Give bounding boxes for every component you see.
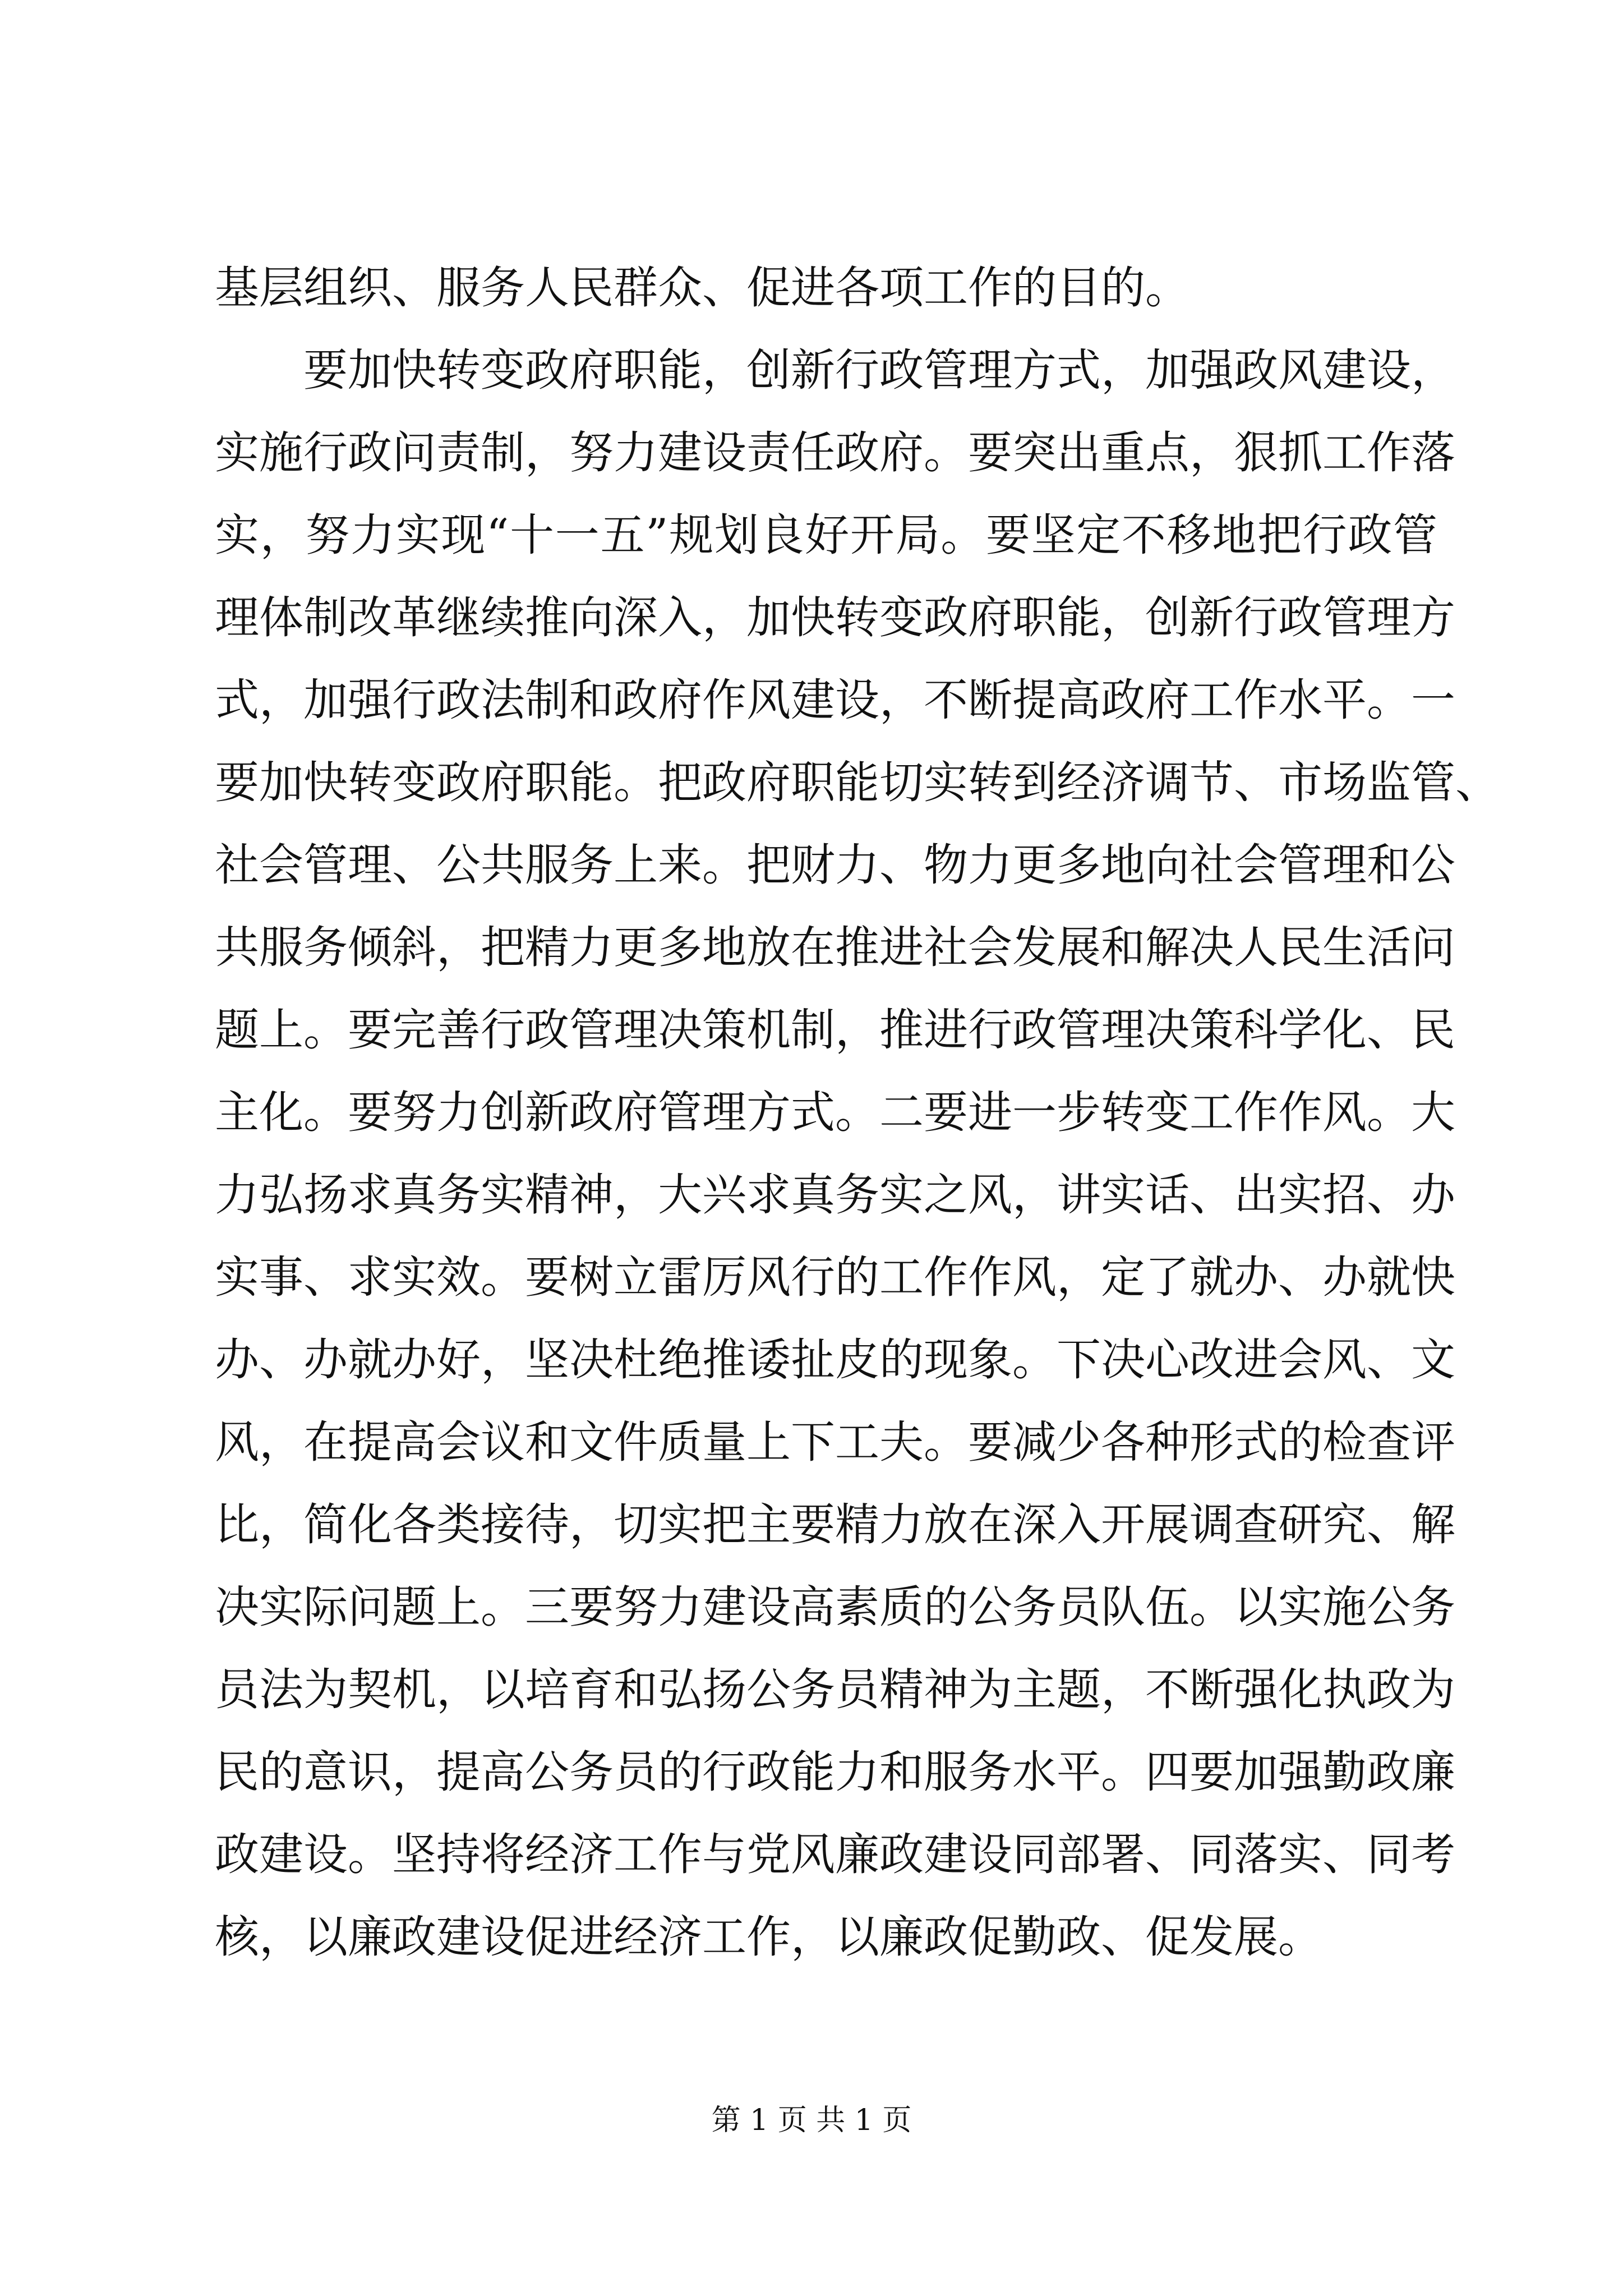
- text-line: 决实际问题上。三要努力建设高素质的公务员队伍。以实施公务: [215, 1581, 1455, 1633]
- text-line: 实施行政问责制，努力建设责任政府。要突出重点，狠抓工作落: [215, 427, 1455, 478]
- text-line: 式，加强行政法制和政府作风建设，不断提高政府工作水平。一: [215, 674, 1455, 726]
- text-line: 风，在提高会议和文件质量上下工夫。要减少各种形式的检查评: [215, 1416, 1455, 1468]
- text-line: 理体制改革继续推向深入，加快转变政府职能，创新行政管理方: [215, 592, 1455, 643]
- page-number: 第 1 页 共 1 页: [711, 2104, 912, 2137]
- text-line: 政建设。坚持将经济工作与党风廉政建设同部署、同落实、同考: [215, 1829, 1455, 1880]
- text-line: 办、办就办好，坚决杜绝推诿扯皮的现象。下决心改进会风、文: [215, 1334, 1455, 1386]
- paragraph-first-line: 要加快转变政府职能，创新行政管理方式，加强政风建设，: [303, 344, 1455, 396]
- text-line: 实，努力实现“十一五”规划良好开局。要坚定不移地把行政管: [215, 509, 1437, 561]
- text-line: 员法为契机，以培育和弘扬公务员精神为主题，不断强化执政为: [215, 1664, 1455, 1715]
- text-line: 主化。要努力创新政府管理方式。二要进一步转变工作作风。大: [215, 1087, 1455, 1138]
- text-line: 实事、求实效。要树立雷厉风行的工作作风，定了就办、办就快: [215, 1251, 1455, 1303]
- text-line: 社会管理、公共服务上来。把财力、物力更多地向社会管理和公: [215, 839, 1455, 891]
- text-line: 力弘扬求真务实精神，大兴求真务实之风，讲实话、出实招、办: [215, 1169, 1455, 1221]
- text-line: 基层组织、服务人民群众、促进各项工作的目的。: [215, 262, 1189, 314]
- text-line: 比，简化各类接待，切实把主要精力放在深入开展调查研究、解: [215, 1499, 1455, 1550]
- text-line: 民的意识，提高公务员的行政能力和服务水平。四要加强勤政廉: [215, 1746, 1455, 1798]
- document-body: [215, 247, 1500, 1978]
- text-line: 要加快转变政府职能。把政府职能切实转到经济调节、市场监管、: [215, 757, 1500, 808]
- text-line: 共服务倾斜，把精力更多地放在推进社会发展和解决人民生活问: [215, 922, 1455, 973]
- text-line: 题上。要完善行政管理决策机制，推进行政管理决策科学化、民: [215, 1004, 1455, 1056]
- text-line: 核，以廉政建设促进经济工作，以廉政促勤政、促发展。: [215, 1911, 1322, 1963]
